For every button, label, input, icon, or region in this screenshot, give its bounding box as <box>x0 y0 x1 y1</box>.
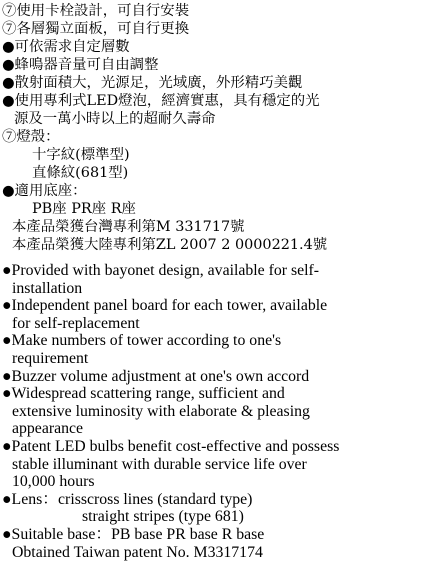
zh-feature-scattering: ●散射面積大，光源足，光域廣，外形精巧美觀 <box>2 75 303 91</box>
chinese-feature-list <box>2 2 439 254</box>
en-feature-scattering-cont2: appearance <box>12 420 84 438</box>
en-feature-bayonet-cont: installation <box>12 279 83 297</box>
en-feature-layers: ●Make numbers of tower according to one's <box>2 332 282 350</box>
en-lens-cross: ●Lens：crisscross lines (standard type) <box>2 490 253 508</box>
zh-feature-panel: ⑦各層獨立面板，可自行更換 <box>2 21 190 37</box>
en-base-types: ●Suitable base：PB base PR base R base <box>2 525 265 543</box>
zh-base-types: PB座 PR座 R座 <box>32 201 136 217</box>
zh-feature-led-cont: 源及一萬小時以上的超耐久壽命 <box>14 111 216 127</box>
en-feature-buzzer: ●Buzzer volume adjustment at one's own accord <box>2 367 310 385</box>
en-feature-panel-cont: for self-replacement <box>12 314 140 332</box>
zh-feature-buzzer: ●蜂鳴器音量可自由調整 <box>2 57 159 73</box>
zh-patent-taiwan: 本產品榮獲台灣專利第M 331717號 <box>12 219 245 235</box>
en-feature-scattering: ●Widespread scattering range, sufficient and <box>2 385 285 403</box>
en-feature-led-cont2: 10,000 hours <box>12 473 95 491</box>
zh-feature-layers: ●可依需求自定層數 <box>2 39 130 55</box>
zh-feature-led: ●使用專利式LED燈泡，經濟實惠，具有穩定的光 <box>2 93 320 109</box>
zh-lens-cross: 十字紋(標準型) <box>32 147 130 163</box>
zh-lens-heading: ⑦燈殼： <box>2 129 60 145</box>
zh-patent-china: 本產品榮獲大陸專利第ZL 2007 2 0000221.4號 <box>12 237 328 253</box>
english-feature-list <box>2 262 439 561</box>
en-feature-scattering-cont: extensive luminosity with elaborate & pleasing <box>12 402 310 420</box>
en-feature-panel: ●Independent panel board for each tower, available <box>2 297 328 315</box>
zh-base-heading: ●適用底座： <box>2 183 87 199</box>
zh-lens-straight: 直條紋(681型) <box>32 165 129 181</box>
en-patent-taiwan: Obtained Taiwan patent No. M3317174 <box>12 543 263 561</box>
en-feature-bayonet: ●Provided with bayonet design, available for self- <box>2 262 320 279</box>
en-feature-led: ●Patent LED bulbs benefit cost-effective and possess <box>2 437 340 455</box>
en-feature-led-cont: stable illuminant with durable service life over <box>12 455 307 473</box>
zh-feature-bayonet: ⑦使用卡栓設計，可自行安裝 <box>2 3 190 19</box>
en-feature-layers-cont: requirement <box>12 349 89 367</box>
en-lens-straight: straight stripes (type 681) <box>82 508 244 526</box>
